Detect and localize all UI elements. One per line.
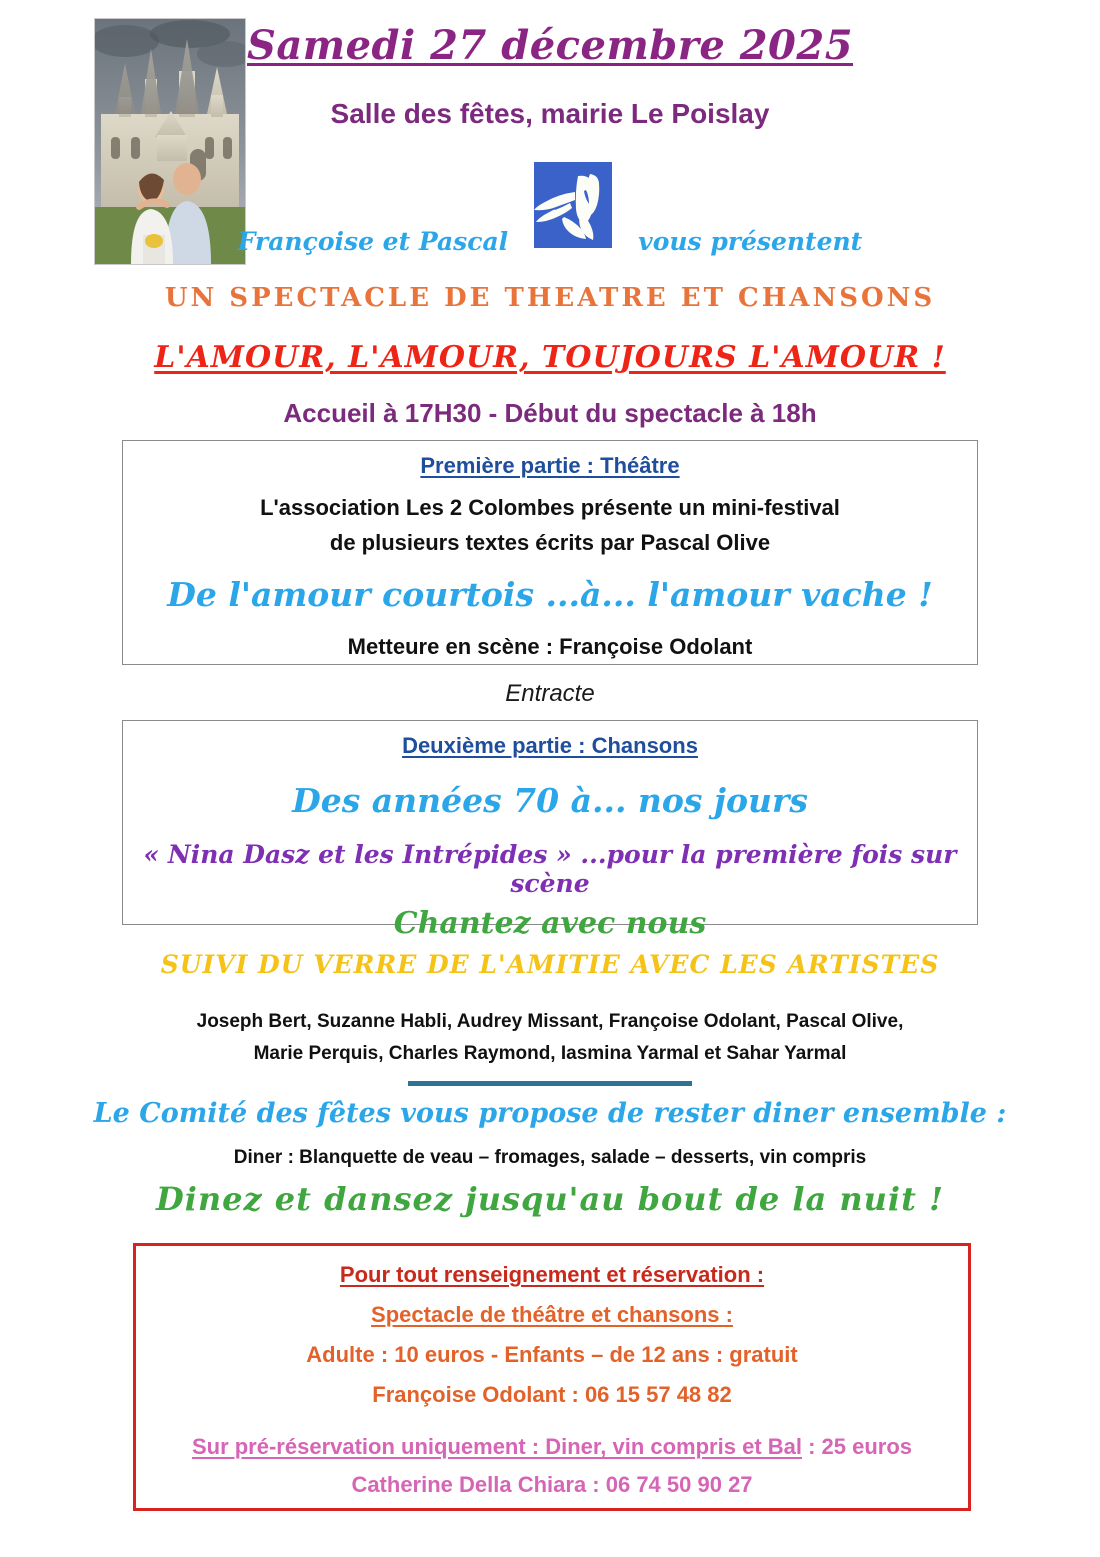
cast-line-2: Marie Perquis, Charles Raymond, Iasmina Yarmal et Sahar Yarmal	[253, 1043, 847, 1064]
section-divider	[408, 1081, 692, 1086]
part-two-script-title: Des années 70 à... nos jours	[292, 781, 808, 820]
part-one-box	[122, 440, 978, 665]
part-one-heading: Première partie : Théâtre	[420, 453, 680, 478]
part-one-script-title: De l'amour courtois ...à... l'amour vache !	[167, 575, 933, 614]
drink-with-artists-line: SUIVI DU VERRE DE L'AMITIE AVEC LES ARTISTES	[160, 950, 940, 979]
dinner-dance-line: Dinez et dansez jusqu'au bout de la nuit !	[155, 1180, 945, 1218]
reservation-price-line: Adulte : 10 euros - Enfants – de 12 ans : gratuit	[306, 1342, 798, 1367]
part-one-line-1: L'association Les 2 Colombes présente un mini-festival	[260, 495, 840, 520]
entracte-label: Entracte	[505, 680, 595, 707]
part-two-sing-line: Chantez avec nous	[393, 906, 707, 941]
dinner-menu-line: Diner : Blanquette de veau – fromages, salade – desserts, vin compris	[233, 1147, 867, 1168]
reservation-prebook-line	[136, 1434, 968, 1460]
part-two-band-line: « Nina Dasz et les Intrépides » ...pour la première fois sur scène	[143, 840, 957, 898]
presenters-left-text: Françoise et Pascal	[237, 226, 509, 256]
dinner-invite-line: Le Comité des fêtes vous propose de rester diner ensemble :	[93, 1098, 1007, 1129]
schedule-line: Accueil à 17H30 - Début du spectacle à 18h	[283, 398, 817, 428]
reservation-prebook-underlined: Sur pré-réservation uniquement : Diner, vin compris et Bal	[191, 1434, 802, 1459]
show-kind-line: UN SPECTACLE DE THEATRE ET CHANSONS	[164, 283, 936, 313]
reservation-title: Pour tout renseignement et réservation :	[339, 1262, 765, 1287]
presenters-row	[0, 198, 1100, 284]
reservation-contact-2: Catherine Della Chiara : 06 74 50 90 27	[351, 1472, 753, 1497]
reservation-box	[133, 1243, 971, 1511]
presenters-right-text: vous présentent	[638, 226, 863, 256]
reservation-subtitle: Spectacle de théâtre et chansons :	[371, 1302, 733, 1327]
part-two-box	[122, 720, 978, 941]
cast-line-1: Joseph Bert, Suzanne Habli, Audrey Missant, Françoise Odolant, Pascal Olive,	[196, 1011, 904, 1032]
part-one-director: Metteure en scène : Françoise Odolant	[347, 634, 753, 659]
cast-list	[0, 1006, 1100, 1070]
part-two-heading: Deuxième partie : Chansons	[402, 733, 698, 758]
show-name-title: L'AMOUR, L'AMOUR, TOUJOURS L'AMOUR !	[154, 340, 946, 375]
part-one-line-2: de plusieurs textes écrits par Pascal Olive	[329, 530, 771, 555]
two-doves-logo-icon	[534, 162, 612, 248]
venue-line: Salle des fêtes, mairie Le Poislay	[330, 98, 770, 129]
reservation-prebook-price: : 25 euros	[802, 1434, 913, 1459]
reservation-contact-1: Françoise Odolant : 06 15 57 48 82	[372, 1382, 732, 1407]
event-date-title: Samedi 27 décembre 2025	[246, 22, 854, 69]
